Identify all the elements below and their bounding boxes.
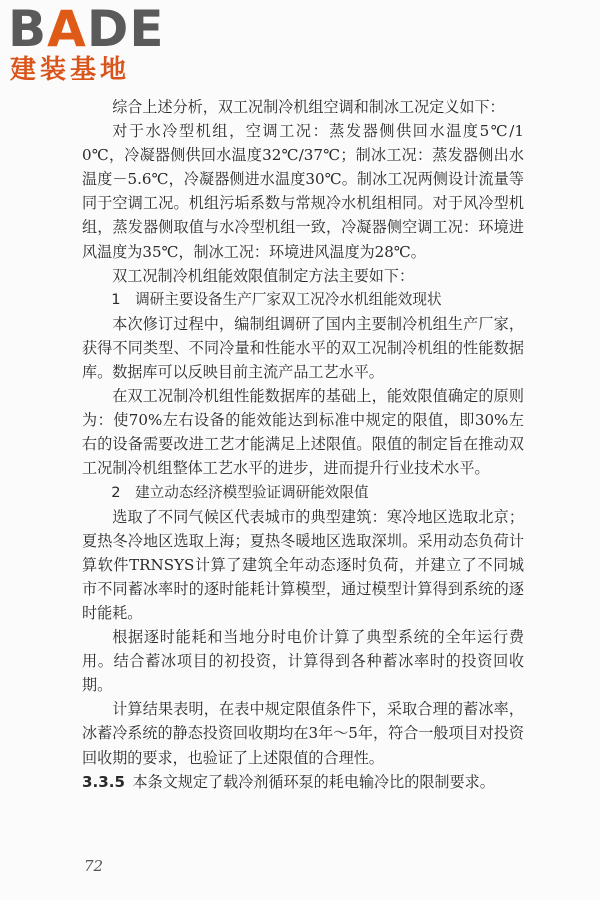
logo-wordmark (8, 0, 165, 58)
document-body (82, 95, 524, 794)
paragraph: 根据逐时能耗和当地分时电价计算了典型系统的全年运行费用。结合蓄冰项目的初投资，计算得到各种蓄冰率时的投资回收期。 (82, 628, 524, 695)
paragraph: 在双工况制冷机组性能数据库的基础上，能效限值确定的原则为：使70%左右设备的能效能达到标准中规定的限值，即30%左右的设备需要改进工艺才能满足上述限值。限值的制定旨在推动双工况制冷机组整体工艺水平的进步，进而提升行业技术水平。 (82, 387, 524, 478)
paragraph: 双工况制冷机组能效限值制定方法主要如下： (112, 266, 415, 285)
logo-subtitle: 建装基地 (10, 55, 131, 85)
logo-letter-a: A (47, 0, 87, 58)
section-heading: 2 建立动态经济模型验证调研能效限值 (111, 483, 369, 501)
paragraph: 对于水冷型机组，空调工况：蒸发器侧供回水温度5℃/10℃，冷凝器侧供回水温度32℃/37℃；制冰工况：蒸发器侧出水温度－5.6℃，冷凝器侧进水温度30℃。制冰工况两侧设计流量等同于空调工况。机组污垢系数与常规冷水机组相同。对于风冷型机组，蒸发器侧取值与水冷型机组一致，冷凝器侧空调工况：环境进风温度为35℃，制冰工况：环境进风温度为28℃。 (82, 122, 524, 261)
clause-text: 本条文规定了载冷剂循环泵的耗电输冷比的限制要求。 (132, 772, 495, 791)
logo-letters-de: DE (86, 0, 165, 58)
section-heading: 1 调研主要设备生产厂家双工况冷水机组能效现状 (111, 290, 442, 308)
clause-number: 3.3.5 (82, 772, 125, 791)
paragraph: 综合上述分析，双工况制冷机组空调和制冰工况定义如下： (112, 98, 505, 116)
paragraph: 本次修订过程中，编制组调研了国内主要制冷机组生产厂家，获得不同类型、不同冷量和性能水平的双工况制冷机组的性能数据库。数据库可以反映目前主流产品工艺水平。 (82, 314, 524, 382)
logo-letter-b: B (8, 0, 48, 58)
clause-paragraph (82, 770, 524, 794)
paragraph: 计算结果表明，在表中规定限值条件下，采取合理的蓄冰率，冰蓄冷系统的静态投资回收期均在3年～5年，符合一般项目对投资回收期的要求，也验证了上述限值的合理性。 (82, 700, 524, 767)
bade-logo (8, 0, 178, 86)
page-number: 72 (84, 857, 104, 875)
paragraph: 选取了不同气候区代表城市的典型建筑：寒冷地区选取北京；夏热冬冷地区选取上海；夏热冬暖地区选取深圳。采用动态负荷计算软件TRNSYS计算了建筑全年动态逐时负荷，并建立了不同城市不同蓄冰率时的逐时能耗计算模型，通过模型计算得到系统的逐时能耗。 (82, 507, 524, 622)
